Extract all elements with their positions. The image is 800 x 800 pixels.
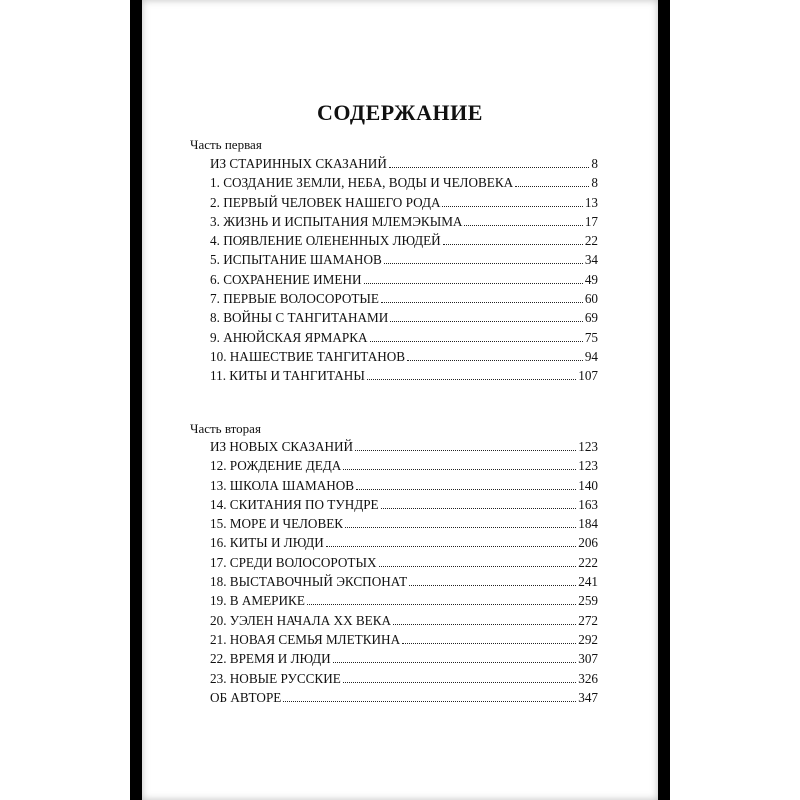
dot-leader (326, 546, 576, 547)
toc-entry (210, 270, 598, 289)
dot-leader (345, 527, 576, 528)
toc-entry-page: 22 (584, 233, 598, 249)
dot-leader (370, 341, 583, 342)
toc-entry-page: 326 (578, 670, 598, 686)
toc-entry-page: 206 (578, 535, 598, 551)
toc-entry (210, 456, 598, 475)
dot-leader (443, 244, 583, 245)
toc-entry-page: 347 (578, 689, 598, 705)
toc-entry-title: 4. ПОЯВЛЕНИЕ ОЛЕНЕННЫХ ЛЮДЕЙ (210, 233, 441, 249)
dot-leader (515, 186, 589, 187)
toc-entry (210, 572, 598, 591)
toc-entry (210, 193, 598, 212)
dot-leader (381, 508, 577, 509)
dot-leader (307, 604, 576, 605)
toc-entry-title: 11. КИТЫ И ТАНГИТАНЫ (210, 368, 365, 384)
toc-entry (210, 154, 598, 173)
toc-entry-title: 13. ШКОЛА ШАМАНОВ (210, 477, 355, 493)
toc-entry-title: 12. РОЖДЕНИЕ ДЕДА (210, 458, 342, 474)
toc-entry-title: ОБ АВТОРЕ (210, 689, 282, 705)
dot-leader (384, 263, 583, 264)
toc-entry-title: 6. СОХРАНЕНИЕ ИМЕНИ (210, 271, 362, 287)
toc-entry-page: 107 (578, 368, 598, 384)
toc-entry (210, 495, 598, 514)
toc-entry-page: 272 (578, 612, 598, 628)
toc-entry (210, 437, 598, 456)
dot-leader (333, 662, 577, 663)
dot-leader (402, 643, 576, 644)
toc-entry-page: 8 (591, 156, 598, 171)
toc-entry-title: ИЗ НОВЫХ СКАЗАНИЙ (210, 439, 354, 454)
toc-entry-title: 23. НОВЫЕ РУССКИЕ (210, 670, 341, 686)
toc-entry-title: 19. В АМЕРИКЕ (210, 593, 305, 609)
toc-entry-title: 1. СОЗДАНИЕ ЗЕМЛИ, НЕБА, ВОДЫ И ЧЕЛОВЕКА (210, 175, 514, 191)
toc-entry-title: 2. ПЕРВЫЙ ЧЕЛОВЕК НАШЕГО РОДА (210, 194, 441, 210)
toc-entry-title: 20. УЭЛЕН НАЧАЛА XX ВЕКА (210, 612, 392, 628)
toc-entry-page: 75 (584, 329, 598, 345)
toc-entry (210, 308, 598, 327)
part1-label: Часть первая (190, 137, 262, 152)
toc-entry-page: 123 (578, 439, 598, 454)
toc-entry-title: 8. ВОЙНЫ С ТАНГИТАНАМИ (210, 310, 389, 326)
toc-entry (210, 630, 598, 649)
toc-entry-title: 17. СРЕДИ ВОЛОСОРОТЫХ (210, 554, 377, 570)
part1-entries (210, 154, 598, 386)
toc-entry-page: 69 (584, 310, 598, 326)
toc-entry (210, 688, 598, 707)
toc-entry (210, 289, 598, 308)
toc-entry-title: 9. АНЮЙСКАЯ ЯРМАРКА (210, 329, 368, 345)
toc-entry (210, 514, 598, 533)
page-title: СОДЕРЖАНИЕ (317, 100, 483, 125)
dot-leader (389, 167, 590, 168)
dot-leader (364, 283, 583, 284)
dot-leader (367, 379, 576, 380)
dot-leader (343, 469, 576, 470)
toc-entry-page: 17 (584, 213, 598, 229)
dot-leader (393, 624, 576, 625)
dot-leader (355, 450, 576, 451)
toc-entry-title: 14. СКИТАНИЯ ПО ТУНДРЕ (210, 496, 379, 512)
toc-entry-page: 49 (584, 271, 598, 287)
toc-entry-title: 15. МОРЕ И ЧЕЛОВЕК (210, 516, 344, 532)
toc-entry-title: 22. ВРЕМЯ И ЛЮДИ (210, 651, 331, 667)
dot-leader (283, 701, 576, 702)
toc-entry-page: 94 (584, 348, 598, 364)
dot-leader (343, 682, 576, 683)
toc-entry-page: 163 (578, 496, 598, 512)
toc-entry-page: 34 (584, 252, 598, 268)
toc-entry-title: 5. ИСПЫТАНИЕ ШАМАНОВ (210, 252, 382, 268)
toc-entry-page: 60 (584, 291, 598, 307)
dot-leader (442, 206, 582, 207)
toc-entry (210, 649, 598, 668)
toc-entry (210, 347, 598, 366)
toc-entry (210, 250, 598, 269)
toc-entry-page: 184 (578, 516, 598, 532)
toc-entry-title: 16. КИТЫ И ЛЮДИ (210, 535, 324, 551)
toc-entry (210, 476, 598, 495)
toc-entry (210, 231, 598, 250)
toc-entry-page: 8 (591, 175, 598, 191)
toc-entry (210, 328, 598, 347)
toc-entry-title: ИЗ СТАРИННЫХ СКАЗАНИЙ (210, 156, 387, 171)
toc-entry (210, 533, 598, 552)
toc-entry-title: 10. НАШЕСТВИЕ ТАНГИТАНОВ (210, 348, 406, 364)
dot-leader (390, 321, 583, 322)
toc-entry-page: 140 (578, 477, 598, 493)
toc-entry-page: 307 (578, 651, 598, 667)
toc-entry-title: 7. ПЕРВЫЕ ВОЛОСОРОТЫЕ (210, 291, 379, 307)
part2-label: Часть вторая (190, 421, 261, 436)
dot-leader (379, 566, 577, 567)
dot-leader (356, 489, 576, 490)
toc-entry-title: 3. ЖИЗНЬ И ИСПЫТАНИЯ МЛЕМЭКЫМА (210, 213, 463, 229)
toc-entry-page: 13 (584, 194, 598, 210)
toc-entry (210, 553, 598, 572)
part2-entries (210, 437, 598, 707)
toc-entry-page: 292 (578, 631, 598, 647)
toc-entry-page: 123 (578, 458, 598, 474)
toc-entry-page: 241 (578, 574, 598, 590)
toc-entry-page: 259 (578, 593, 598, 609)
toc-entry-title: 21. НОВАЯ СЕМЬЯ МЛЕТКИНА (210, 631, 401, 647)
toc-entry (210, 611, 598, 630)
dot-leader (381, 302, 583, 303)
toc-entry-page: 222 (578, 554, 598, 570)
toc-entry (210, 212, 598, 231)
toc-entry (210, 669, 598, 688)
dot-leader (464, 225, 582, 226)
dot-leader (407, 360, 583, 361)
toc-entry-title: 18. ВЫСТАВОЧНЫЙ ЭКСПОНАТ (210, 574, 408, 590)
dot-leader (409, 585, 576, 586)
toc-entry (210, 366, 598, 385)
toc-entry (210, 173, 598, 192)
toc-entry (210, 591, 598, 610)
